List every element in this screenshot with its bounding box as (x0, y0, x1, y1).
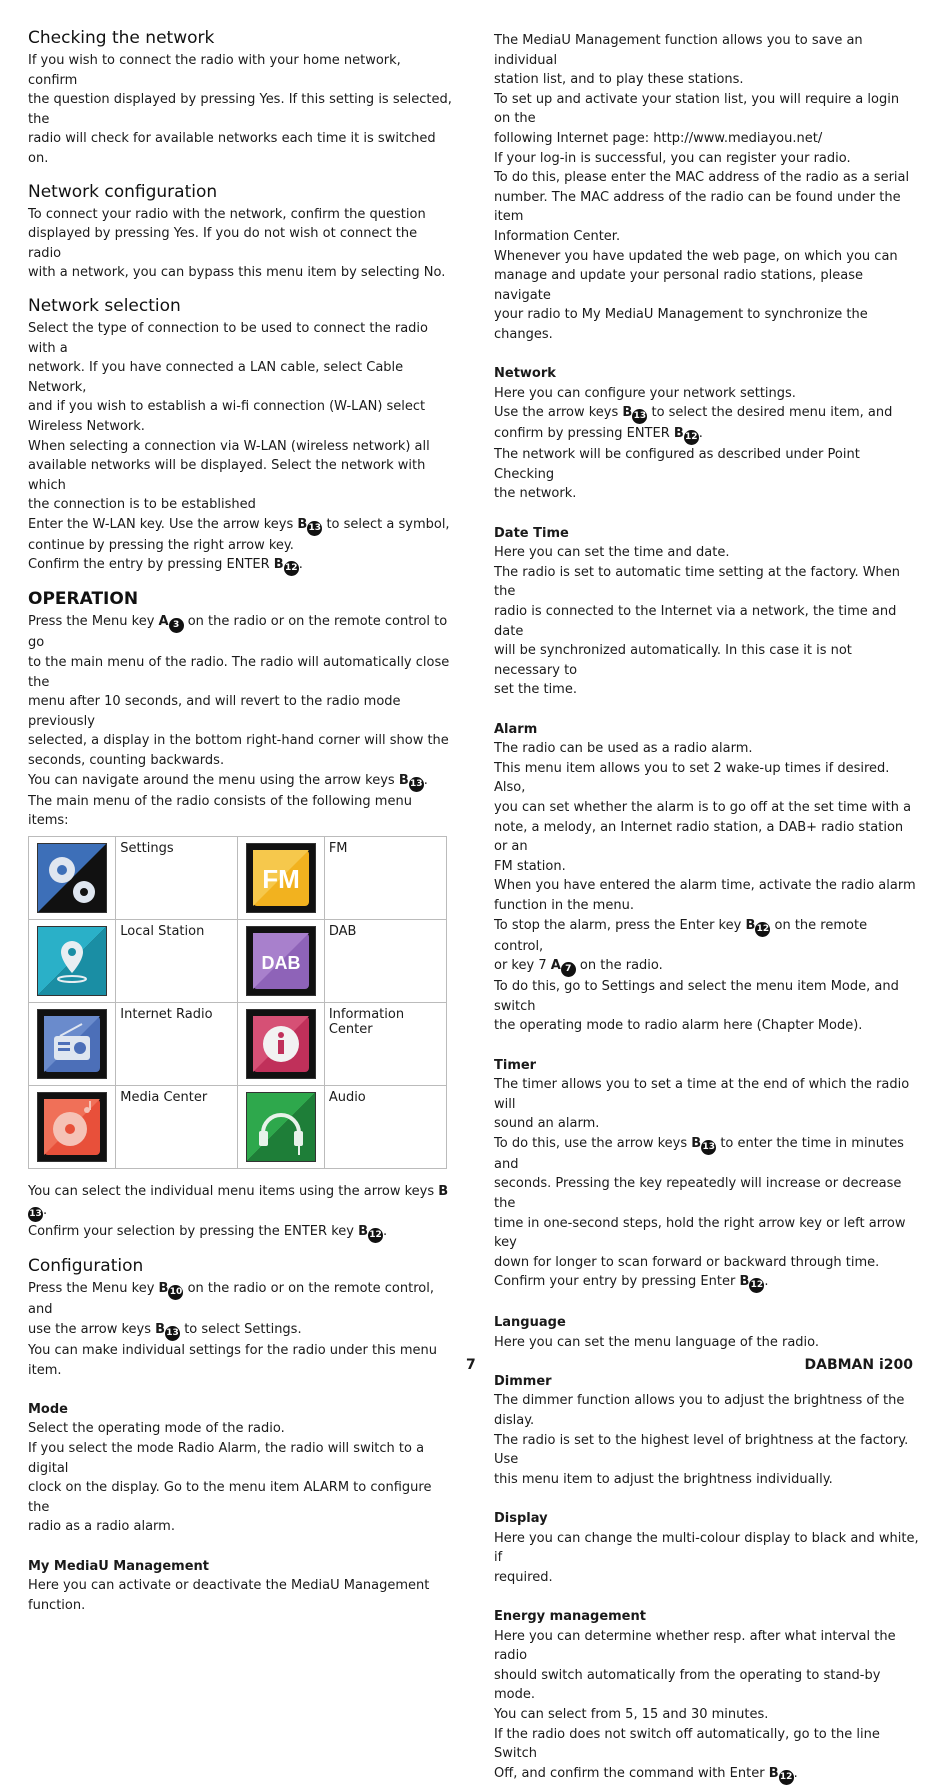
timer-line-2: sound an alarm. (494, 1116, 600, 1132)
menu-item-audio: Audio (324, 1085, 446, 1168)
fm-icon (246, 843, 316, 913)
dab-icon (246, 926, 316, 996)
display-line-2: required. (494, 1569, 553, 1585)
menu-item-fm: FM (324, 836, 446, 919)
dab-icon-text: DAB (261, 952, 301, 973)
operation-line-5: seconds, counting backwards. (28, 753, 225, 769)
configuration-line-3: You can make individual settings for the radio under this menu item. (28, 1343, 437, 1378)
menu-item-local-station: Local Station (116, 919, 237, 1002)
dimmer-line-3: this menu item to adjust the brightness individually. (494, 1471, 833, 1487)
radio-icon (37, 1009, 107, 1079)
alarm-line-6: When you have entered the alarm time, activate the radio alarm (494, 878, 916, 894)
network-line-3: confirm by pressing ENTER B12. (494, 424, 919, 445)
mediau-line-1: Here you can activate or deactivate the MediaU Management (28, 1578, 430, 1594)
display-line-1: Here you can change the multi-colour display to black and white, if (494, 1530, 919, 1566)
operation-line-4: selected, a display in the bottom right-hand corner will show the (28, 733, 449, 749)
timer-line-7: Confirm your entry by pressing Enter B12. (494, 1272, 919, 1293)
alarm-line-11: the operating mode to radio alarm here (Chapter Mode). (494, 1018, 863, 1034)
dimmer-line-2: The radio is set to the highest level of brightness at the factory. Use (494, 1432, 909, 1468)
heading-network-selection: Network selection (28, 295, 181, 316)
energy-line-3: You can select from 5, 15 and 30 minutes. (494, 1706, 769, 1722)
netselect-line-10: Confirm the entry by pressing ENTER B12. (28, 555, 453, 576)
intro-line-8: Information Center. (494, 228, 621, 244)
timer-line-4: seconds. Pressing the key repeatedly will increase or decrease the (494, 1176, 902, 1212)
heading-energy-management: Energy management (494, 1608, 646, 1624)
operation-line-2: to the main menu of the radio. The radio will automatically close the (28, 655, 450, 690)
datetime-line-5: set the time. (494, 682, 577, 698)
netconfig-line-3: with a network, you can bypass this menu item by selecting No. (28, 265, 446, 281)
intro-line-9: Whenever you have updated the web page, on which you can (494, 248, 898, 264)
after-table-line-2: Confirm your selection by pressing the ENTER key B12. (28, 1222, 453, 1243)
key-number-badge: 12 (755, 922, 770, 937)
left-column (28, 27, 453, 1615)
netselect-line-3: and if you wish to establish a wi-fi connection (W-LAN) select (28, 399, 426, 415)
heading-configuration: Configuration (28, 1256, 144, 1277)
operation-line-3: menu after 10 seconds, and will revert to the radio mode previously (28, 694, 401, 729)
headphones-icon (246, 1092, 316, 1162)
settings-icon (37, 843, 107, 913)
alarm-line-9: or key 7 A 7 on the radio. (494, 956, 919, 977)
alarm-line-4: note, a melody, an Internet radio station, a DAB+ radio station or an (494, 819, 904, 855)
netselect-line-1: Select the type of connection to be used to connect the radio with a (28, 320, 428, 356)
network-line-1: Here you can configure your network settings. (494, 385, 796, 401)
menu-item-media-center: Media Center (116, 1085, 237, 1168)
mode-line-3: clock on the display. Go to the menu item ALARM to configure the (28, 1480, 432, 1515)
timer-line-5: time in one-second steps, hold the right arrow key or left arrow key (494, 1215, 906, 1251)
mode-line-2: If you select the mode Radio Alarm, the radio will switch to a digital (28, 1440, 425, 1476)
netselect-line-9: continue by pressing the right arrow key. (28, 537, 294, 553)
heading-language: Language (494, 1315, 566, 1331)
intro-line-10: manage and update your personal radio stations, please navigate (494, 268, 864, 303)
after-table-line-1: You can select the individual menu items using the arrow keys B13. (28, 1182, 453, 1223)
intro-line-4: following Internet page: http://www.mediayou.net/ (494, 130, 823, 146)
energy-line-1: Here you can determine whether resp. after what interval the radio (494, 1628, 896, 1664)
timer-line-6: down for longer to scan forward or backward through time. (494, 1254, 880, 1270)
intro-line-11: your radio to My MediaU Management to synchronize the changes. (494, 307, 868, 342)
key-number-badge: 12 (779, 1770, 794, 1785)
mode-line-4: radio as a radio alarm. (28, 1519, 175, 1535)
alarm-line-8: To stop the alarm, press the Enter key B12 on the remote control, (494, 917, 868, 954)
alarm-line-10: To do this, go to Settings and select the menu item Mode, and switch (494, 979, 899, 1014)
heading-my-mediau-management: My MediaU Management (28, 1558, 209, 1574)
checking-line-3: radio will check for available networks each time it is switched on. (28, 131, 436, 166)
heading-operation: OPERATION (28, 589, 139, 610)
menu-item-internet-radio: Internet Radio (116, 1002, 237, 1085)
netselect-line-4: Wireless Network. (28, 418, 145, 434)
intro-line-7: number. The MAC address of the radio can be found under the item (494, 189, 901, 225)
intro-line-3: To set up and activate your station list, you will require a login on the (494, 91, 900, 127)
operation-line-7: The main menu of the radio consists of the following menu items: (28, 793, 412, 829)
heading-checking-network: Checking the network (28, 28, 215, 48)
key-number-badge: 13 (165, 1326, 180, 1341)
media-disc-icon (37, 1092, 107, 1162)
alarm-line-2: This menu item allows you to set 2 wake-up times if desired. Also, (494, 760, 890, 796)
key-number-badge: 12 (749, 1278, 764, 1293)
datetime-line-4: will be synchronized automatically. In this case it is not necessary to (494, 643, 852, 678)
energy-line-5: Off, and confirm the command with Enter B12. (494, 1764, 919, 1785)
mediau-line-2: function. (28, 1597, 86, 1613)
netselect-line-8: Enter the W-LAN key. Use the arrow keys B13 to select a symbol, (28, 515, 453, 536)
operation-line-1: Press the Menu key A 3 on the radio or on the remote control to go (28, 614, 448, 651)
intro-line-6: To do this, please enter the MAC address of the radio as a serial (494, 170, 910, 186)
netselect-line-5: When selecting a connection via W-LAN (wireless network) all (28, 438, 430, 454)
alarm-line-5: FM station. (494, 858, 566, 874)
operation-line-6: You can navigate around the menu using the arrow keys B13. (28, 771, 453, 792)
info-icon (246, 1009, 316, 1079)
datetime-line-1: Here you can set the time and date. (494, 545, 730, 561)
key-number-badge: 3 (169, 618, 184, 633)
key-number-badge: 10 (168, 1285, 183, 1300)
timer-line-3: To do this, use the arrow keys B13 to enter the time in minutes and (494, 1135, 904, 1172)
heading-network: Network (494, 366, 556, 382)
key-number-badge: 13 (409, 777, 424, 792)
dimmer-line-1: The dimmer function allows you to adjust the brightness of the dislay. (494, 1393, 905, 1428)
datetime-line-2: The radio is set to automatic time setting at the factory. When the (494, 564, 901, 600)
heading-timer: Timer (494, 1057, 537, 1073)
intro-line-5: If your log-in is successful, you can register your radio. (494, 150, 851, 166)
netselect-line-2: network. If you have connected a LAN cable, select Cable Network, (28, 360, 404, 395)
main-menu-table (28, 836, 447, 1169)
key-number-badge: 7 (561, 962, 576, 977)
configuration-line-1: Press the Menu key B10 on the radio or on the remote control, and (28, 1281, 434, 1318)
heading-network-configuration: Network configuration (28, 181, 218, 202)
network-line-2: Use the arrow keys B13 to select the desired menu item, and (494, 403, 919, 424)
heading-display: Display (494, 1510, 548, 1526)
right-column (494, 31, 919, 1785)
fm-icon-text: FM (261, 863, 300, 894)
product-name: DABMAN i200 (804, 1357, 913, 1373)
location-pin-icon (37, 926, 107, 996)
page-number: 7 (466, 1357, 476, 1373)
key-number-badge: 12 (684, 430, 699, 445)
energy-line-4: If the radio does not switch off automatically, go to the line Switch (494, 1726, 880, 1762)
heading-date-time: Date Time (494, 525, 569, 541)
key-number-badge: 12 (368, 1228, 383, 1243)
intro-line-2: station list, and to play these stations. (494, 72, 744, 88)
menu-item-dab: DAB (324, 919, 446, 1002)
heading-alarm: Alarm (494, 721, 538, 737)
key-number-badge: 13 (28, 1207, 43, 1222)
checking-line-2: the question displayed by pressing Yes. If this setting is selected, the (28, 92, 452, 127)
datetime-line-3: radio is connected to the Internet via a network, the time and date (494, 604, 897, 639)
menu-item-settings: Settings (116, 836, 237, 919)
menu-item-information-center: Information Center (324, 1002, 446, 1085)
alarm-line-1: The radio can be used as a radio alarm. (494, 741, 753, 757)
netselect-line-6: available networks will be displayed. Select the network with which (28, 458, 426, 493)
network-line-4: The network will be configured as described under Point Checking (494, 447, 860, 482)
language-line-1: Here you can set the menu language of the radio. (494, 1334, 820, 1350)
energy-line-2: should switch automatically from the operating to stand-by mode. (494, 1667, 881, 1703)
configuration-line-2: use the arrow keys B13 to select Settings. (28, 1320, 453, 1341)
heading-mode: Mode (28, 1401, 68, 1417)
intro-line-1: The MediaU Management function allows you to save an individual (494, 33, 863, 68)
netconfig-line-2: displayed by pressing Yes. If you do not wish ot connect the radio (28, 226, 418, 261)
key-number-badge: 12 (284, 561, 299, 576)
timer-line-1: The timer allows you to set a time at the end of which the radio will (494, 1077, 910, 1112)
heading-dimmer: Dimmer (494, 1373, 552, 1389)
alarm-line-3: you can set whether the alarm is to go off at the set time with a (494, 799, 912, 815)
alarm-line-7: function in the menu. (494, 897, 634, 913)
key-number-badge: 13 (307, 521, 322, 536)
key-number-badge: 13 (701, 1140, 716, 1155)
checking-line-1: If you wish to connect the radio with your home network, confirm (28, 53, 401, 88)
netconfig-line-1: To connect your radio with the network, confirm the question (28, 206, 426, 222)
mode-line-1: Select the operating mode of the radio. (28, 1421, 285, 1437)
netselect-line-7: the connection is to be established (28, 497, 256, 513)
key-number-badge: 13 (632, 409, 647, 424)
network-line-5: the network. (494, 486, 577, 502)
